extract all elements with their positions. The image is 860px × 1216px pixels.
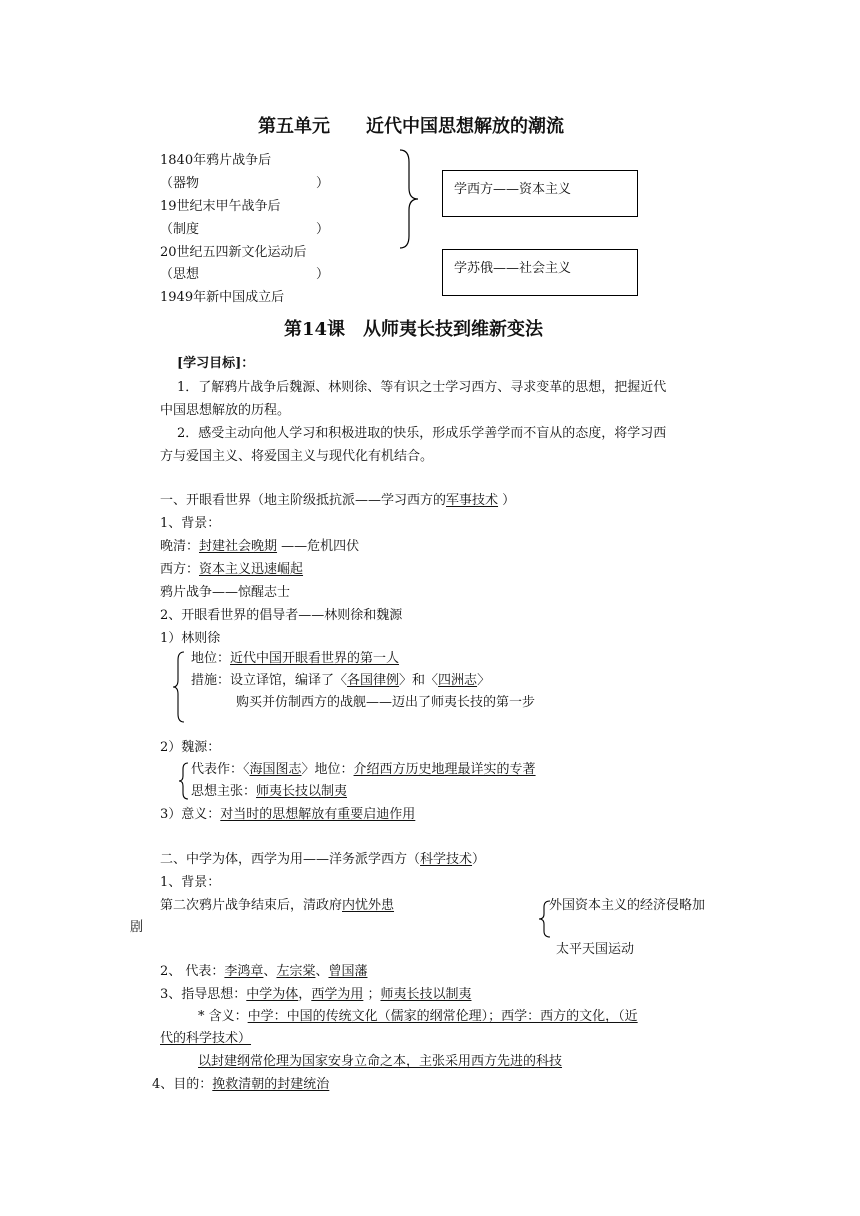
s2-representatives (160, 963, 367, 981)
section2-title-end: ） (472, 852, 486, 867)
wei-rep-label: 代表作：〈 (191, 762, 250, 777)
s1-meaning (160, 806, 415, 824)
rep-person: 曾国藩 (328, 964, 368, 979)
lin-measure-mid: 〉和〈 (399, 673, 439, 688)
timeline-item: 19世纪末甲午战争后 (160, 199, 281, 214)
west-box-label: 学西方——资本主义 (454, 182, 572, 197)
late-qing-label: 晚清： (160, 539, 200, 554)
wei-idea-key: 师夷长技以制夷 (256, 784, 348, 799)
s1-opium: 鸦片战争——惊醒志士 (160, 585, 291, 600)
wei-idea-label: 思想主张： (191, 784, 257, 799)
timeline-item: 1840年鸦片战争后 (160, 153, 272, 168)
s2-bg-line (160, 897, 394, 915)
s2-bg-text: 第二次鸦片战争结束后，清政府 (160, 898, 343, 913)
s2-meaning-summary: 以封建纲常伦理为国家安身立命之本，主张采用西方先进的科技 (198, 1054, 563, 1069)
goal-line: 2．感受主动向他人学习和积极进取的快乐，形成乐学善学而不盲从的态度，将学习西 (177, 426, 667, 441)
lesson-title: 第14课 从师夷长技到维新变法 (284, 319, 544, 340)
timeline-item: 1949年新中国成立后 (160, 290, 285, 305)
s1-lin: 1）林则徐 (160, 631, 221, 646)
timeline-item: （思想 ） (160, 267, 330, 282)
rep-label: 2、 代表： (160, 964, 225, 979)
brace-icon (178, 761, 190, 801)
timeline-item: （器物 ） (160, 176, 330, 191)
s2-bg-wrap: 剧 (130, 920, 144, 935)
brace-icon (172, 650, 186, 724)
goal-line: 中国思想解放的历程。 (160, 403, 291, 418)
s2-guiding-idea (160, 986, 471, 1004)
unit-title: 第五单元 近代中国思想解放的潮流 (258, 116, 564, 137)
section1-title-text: 一、开眼看世界（地主阶级抵抗派——学习西方的 (160, 493, 447, 508)
rep-sep: 、 (315, 964, 329, 979)
guide-key: 中学为体 (246, 987, 299, 1002)
meaning-text: 中学：中国的传统文化（儒家的纲常伦理）；西学：西方的文化，（近 (247, 1009, 638, 1024)
s1-late-qing (160, 538, 359, 556)
lin-status-key: 近代中国开眼看世界的第一人 (230, 651, 400, 666)
meaning-label: 3）意义： (160, 807, 221, 822)
rep-person: 左宗棠 (276, 964, 316, 979)
lin-ships: 购买并仿制西方的战舰——迈出了师夷长技的第一步 (236, 695, 536, 710)
wei-rep-mid: 〉地位： (301, 762, 354, 777)
s1-west (160, 561, 303, 579)
meaning-key: 对当时的思想解放有重要启迪作用 (220, 807, 416, 822)
s2-bg-key: 内忧外患 (342, 898, 395, 913)
meaning-star-label: * 含义： (198, 1009, 248, 1024)
west-label: 西方： (160, 562, 200, 577)
timeline-item: （制度 ） (160, 222, 330, 237)
lin-status (191, 650, 399, 668)
soviet-box (442, 249, 638, 296)
s2-background: 1、背景： (160, 875, 221, 890)
section2-title-text: 二、中学为体，西学为用——洋务派学西方（ (160, 852, 421, 867)
soviet-box-label: 学苏俄——社会主义 (454, 261, 572, 276)
section2-title-key: 科学技术 (420, 852, 473, 867)
lin-measure-book1: 各国律例 (347, 673, 400, 688)
s2-meaning (198, 1008, 638, 1026)
guide-key: 师夷长技以制夷 (380, 987, 472, 1002)
s1-background: 1、背景： (160, 516, 221, 531)
rep-sep: 、 (263, 964, 277, 979)
section1-title-end: ） (498, 493, 516, 508)
wei-rep-status: 介绍西方历史地理最详实的专著 (353, 762, 536, 777)
goal-line: 1．了解鸦片战争后魏源、林则徐、等有识之士学习西方、寻求变革的思想，把握近代 (177, 380, 667, 395)
s2-branch-taiping: 太平天国运动 (556, 942, 635, 957)
wei-representative (191, 761, 536, 779)
guide-sep: ， (298, 987, 312, 1002)
aim-key: 挽救清朝的封建统治 (212, 1077, 330, 1092)
section1-title-key: 军事技术 (446, 493, 499, 508)
s2-branch-economic: 外国资本主义的经济侵略加 (549, 898, 706, 913)
goals-heading: [学习目标]： (177, 356, 255, 371)
lin-measure-book2: 四洲志 (438, 673, 478, 688)
aim-label: 4、目的： (152, 1077, 213, 1092)
brace-icon (398, 148, 422, 250)
timeline-item: 20世纪五四新文化运动后 (160, 245, 307, 260)
s2-meaning-cont: 代的科学技术） (160, 1031, 252, 1046)
late-qing-key: 封建社会晚期 (199, 539, 278, 554)
lin-measure-label: 措施：设立译馆，编译了〈 (191, 673, 348, 688)
goal-line: 方与爱国主义、将爱国主义与现代化有机结合。 (160, 449, 434, 464)
lin-measures (191, 672, 490, 690)
s1-advocates: 2、开眼看世界的倡导者——林则徐和魏源 (160, 608, 403, 623)
guide-label: 3、指导思想： (160, 987, 247, 1002)
guide-sep: ； (363, 987, 381, 1002)
west-key: 资本主义迅速崛起 (199, 562, 304, 577)
s1-wei: 2）魏源： (160, 740, 221, 755)
section2-title (160, 851, 485, 869)
s2-aim (152, 1076, 329, 1094)
late-qing-end: ——危机四伏 (277, 539, 360, 554)
wei-rep-book: 海国图志 (249, 762, 302, 777)
guide-key: 西学为用 (311, 987, 364, 1002)
rep-person: 李鸿章 (224, 964, 264, 979)
lin-measure-end: 〉 (477, 673, 491, 688)
wei-idea (191, 783, 347, 801)
section1-title (160, 492, 515, 510)
west-box (442, 170, 638, 217)
lin-status-label: 地位： (191, 651, 231, 666)
